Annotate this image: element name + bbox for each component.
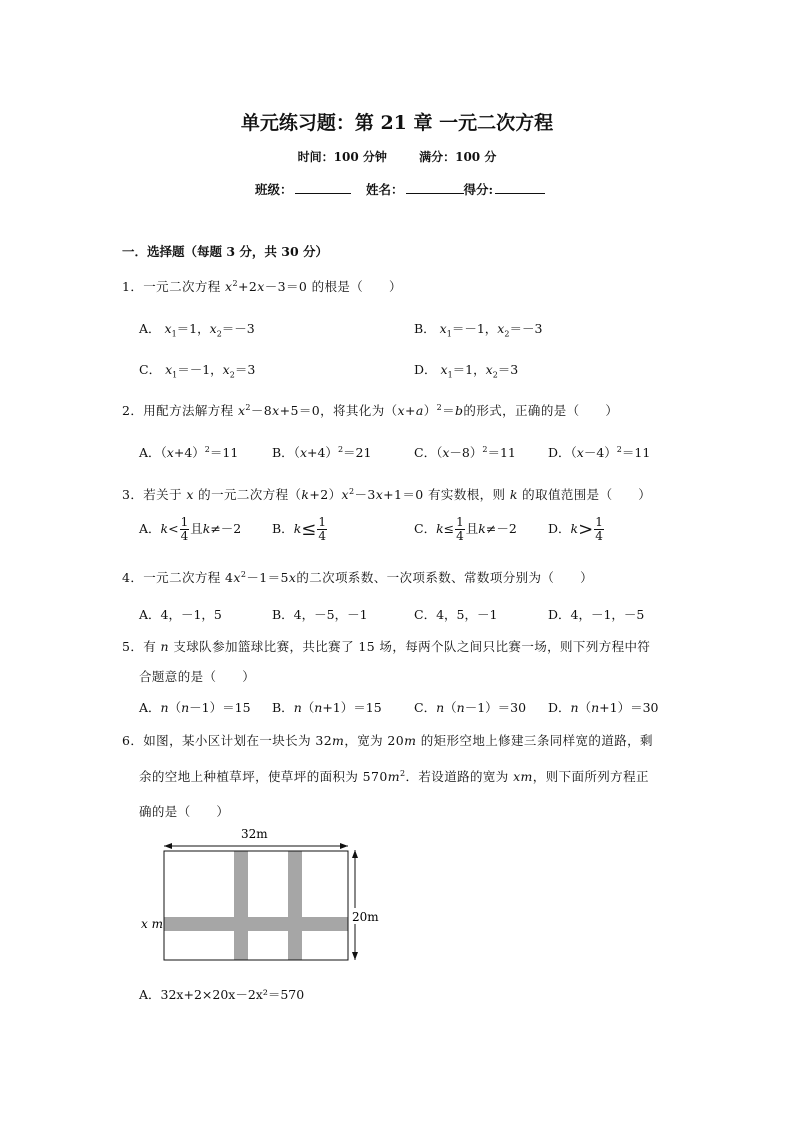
points-blank[interactable] (495, 192, 545, 194)
q1-option-d[interactable]: D． $x_1=1$，$x_2=3$ (414, 362, 519, 380)
question-text: 如图，某小区计划在一块长为 32 (143, 733, 333, 748)
question-6-line2: 余的空地上种植草坪，使草坪的面积为 $570m^2$．若设道路的宽为 xm，则下面所列方程正 (139, 768, 649, 784)
q5-option-c[interactable]: C．n（n－1）＝30 (414, 700, 527, 715)
question-text: 若关于 (143, 487, 187, 502)
q3-option-b[interactable]: B．k≤ $\frac{1}{4}$ (272, 515, 326, 543)
q1-option-c[interactable]: C． $x_1=-1$，$x_2=3$ (139, 362, 256, 380)
question-4 (122, 568, 593, 586)
road-width-label: x m (141, 917, 163, 931)
page-title: 单元练习题：第 21 章 一元二次方程 (240, 112, 554, 134)
question-number: 3． (122, 487, 144, 502)
q3-option-d[interactable]: D．k> $\frac{1}{4}$ (548, 515, 603, 543)
q2-option-b[interactable]: B．$(x+4)^2=21$ (272, 444, 372, 460)
option-letter: C． (139, 362, 162, 377)
vertical-road-2 (288, 851, 302, 960)
option-letter: D． (414, 362, 437, 377)
q4-option-a[interactable]: A．4，－1，5 (139, 607, 222, 622)
question-text: 的形式，正确的是（ ） (463, 403, 619, 418)
question-text: 一元二次方程 (143, 279, 226, 294)
q2-option-a[interactable]: A．$(x+4)^2=11$ (139, 444, 239, 460)
question-5: 5．有 n 支球队参加篮球比赛，共比赛了 15 场，每两个队之间只比赛一场，则下列方程中符 (122, 639, 651, 654)
land-rectangle (164, 851, 348, 960)
question-number: 4． (122, 570, 144, 585)
class-field (255, 180, 351, 198)
class-label: 班级： (255, 182, 293, 197)
question-6: 6．如图，某小区计划在一块长为 32m，宽为 20m 的矩形空地上修建三条同样宽的道路，剩 (122, 733, 653, 748)
q1-option-b[interactable]: B． $x_1=-1$，$x_2=-3$ (414, 321, 543, 339)
q3-option-a[interactable]: A．k< $\frac{1}{4}$ 且k≠－2 (139, 515, 242, 543)
full-score: 满分：100 分 (419, 150, 497, 164)
question-number: 6． (122, 733, 144, 748)
equation: $k+2)x^2-3x+1=0$ (301, 486, 429, 502)
q3-option-c[interactable]: C．k≤ $\frac{1}{4}$ 且k≠－2 (414, 515, 517, 543)
conjunction: 且 (465, 521, 479, 536)
section-title: 一．选择题（每题 3 分，共 30 分） (122, 244, 329, 259)
equation: $x^2+2x-3=0$ (225, 278, 312, 294)
name-blank[interactable] (406, 192, 464, 194)
question-text: 一元二次方程 (143, 570, 226, 585)
vertical-road-1 (234, 851, 248, 960)
question-text: ，宽为 20 (344, 733, 405, 748)
width-label: 32m (241, 827, 268, 841)
conjunction: 且 (190, 521, 203, 536)
arrow-left-icon (164, 843, 172, 849)
time-limit: 时间：100 分钟 (297, 150, 387, 164)
question-3: 3．若关于 x 的一元二次方程$(k+2)x^2-3x+1=0$ 有实数根，则 k 的取值范围是（ ） (122, 486, 652, 502)
question-number: 5． (122, 639, 144, 654)
question-text: 有 (143, 639, 161, 654)
horizontal-road (164, 917, 348, 931)
height-label: 20m (352, 910, 379, 924)
question-text: 的一元二次方程（ (193, 487, 302, 502)
question-text: ，将其化为（ (320, 403, 398, 418)
question-2 (122, 401, 618, 419)
q2-option-d[interactable]: D．$(x-4)^2=11$ (548, 444, 651, 460)
question-text: 的根是（ ） (311, 279, 402, 294)
q5-option-d[interactable]: D．n（n+1）＝30 (548, 700, 659, 715)
question-text: ，则下面所列方程正 (532, 769, 649, 784)
points-label: 得分: (463, 182, 494, 197)
exam-meta (0, 148, 794, 165)
question-number: 2． (122, 403, 144, 418)
question-text: 的矩形空地上修建三条同样宽的道路，剩 (416, 733, 653, 748)
question-6-line3: 确的是（ ） (139, 804, 230, 819)
question-1 (122, 277, 402, 295)
equation: $4x^2-1=5x$ (225, 569, 297, 585)
question-text: ．若设道路的宽为 (405, 769, 514, 784)
arrow-right-icon (340, 843, 348, 849)
name-label: 姓名： (366, 182, 404, 197)
equation: x+a）$^2$＝b (397, 402, 464, 418)
class-blank[interactable] (295, 192, 351, 194)
question-text: 的二次项系数、一次项系数、常数项分别为（ ） (296, 570, 594, 585)
q6-option-a[interactable]: A．32x+2×20x－2x²＝570 (139, 987, 305, 1002)
q5-option-a[interactable]: A．n（n－1）＝15 (139, 700, 251, 715)
arrow-down-icon (352, 952, 358, 960)
q4-option-c[interactable]: C．4，5，－1 (414, 607, 498, 622)
q4-option-b[interactable]: B．4，－5，－1 (272, 607, 368, 622)
equation: $x^2-8x+5=0$ (237, 402, 321, 418)
question-text: 有实数根，则 (428, 487, 510, 502)
q2-option-c[interactable]: C．$(x-8)^2=11$ (414, 444, 516, 460)
q1-option-a[interactable]: A． $x_1=1$，$x_2=-3$ (139, 321, 255, 339)
question-text: 用配方法解方程 (143, 403, 238, 418)
option-letter: B． (414, 321, 436, 336)
option-letter: A． (139, 321, 161, 336)
question-number: 1． (122, 279, 144, 294)
question-5-cont: 合题意的是（ ） (139, 669, 256, 684)
road-diagram (130, 820, 390, 970)
arrow-up-icon (352, 850, 358, 858)
question-text: 支球队参加篮球比赛，共比赛了 15 场，每两个队之间只比赛一场，则下列方程中符 (169, 639, 651, 654)
question-text: 余的空地上种植草坪，使草坪的面积为 570 (139, 769, 388, 784)
q4-option-d[interactable]: D．4，－1，－5 (548, 607, 645, 622)
q5-option-b[interactable]: B．n（n+1）＝15 (272, 700, 382, 715)
name-field (366, 180, 545, 198)
question-text: 的取值范围是（ ） (517, 487, 652, 502)
